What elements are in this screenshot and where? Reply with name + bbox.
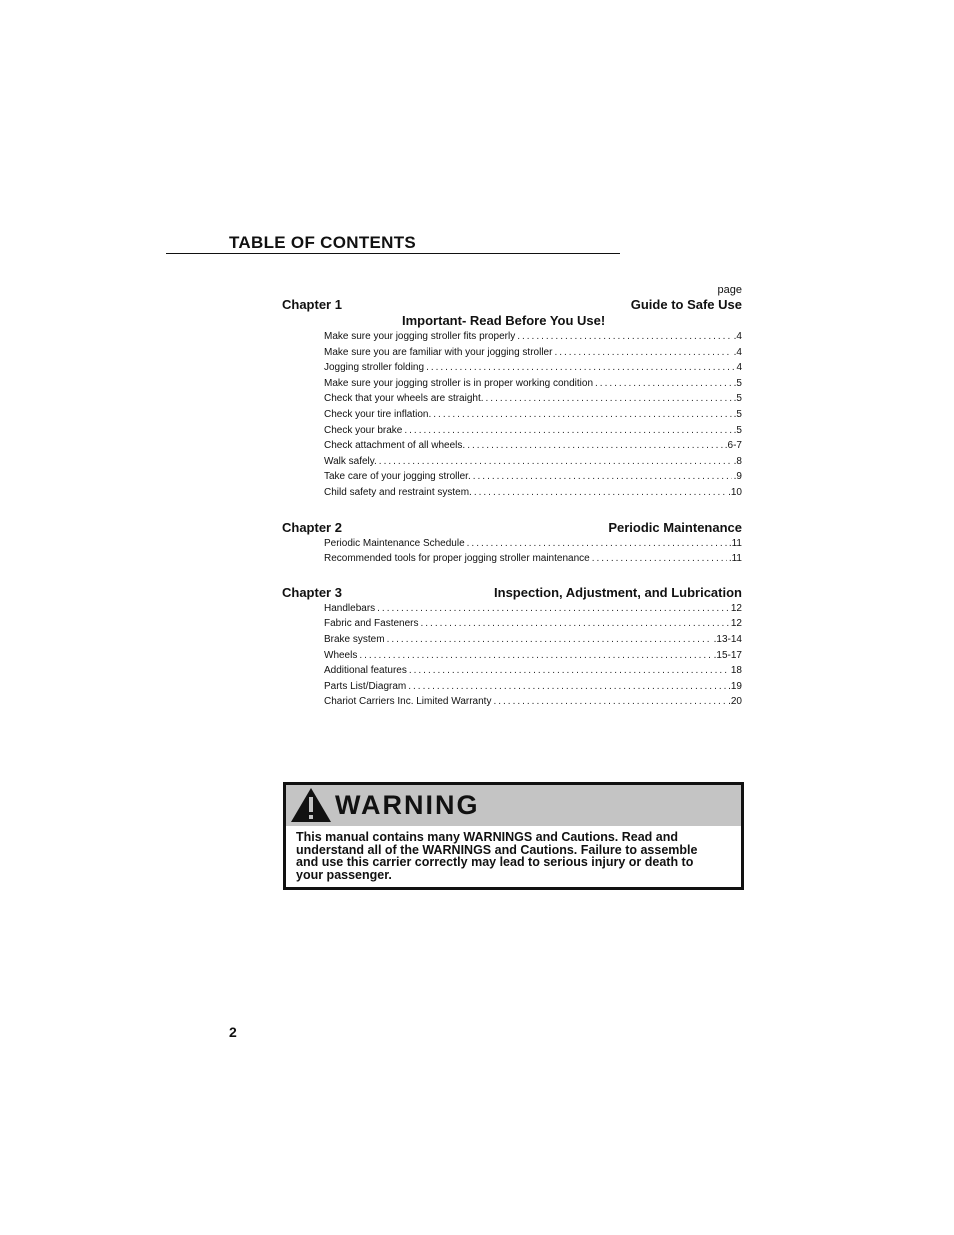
toc-entry[interactable] (324, 345, 742, 361)
chapter-label: Chapter 1 (282, 297, 342, 312)
table-of-contents (282, 283, 742, 710)
entry-label: Chariot Carriers Inc. Limited Warranty (324, 696, 492, 708)
dot-leader (473, 469, 732, 485)
dot-leader (592, 551, 727, 567)
warning-line: and use this carrier correctly may lead to serious injury or death to (296, 855, 694, 869)
warning-heading: WARNING (335, 790, 480, 820)
dot-leader (554, 345, 731, 361)
chapter-1-heading (282, 297, 742, 313)
chapter-1-subheading: Important- Read Before You Use! (402, 313, 606, 328)
toc-entry[interactable] (324, 407, 742, 423)
chapter-label: Chapter 3 (282, 584, 342, 600)
dot-leader (486, 391, 732, 407)
entry-page: 12 (730, 602, 742, 614)
entry-page: .5 (733, 424, 742, 436)
dot-leader (377, 601, 729, 617)
entry-label: Walk safely. (324, 455, 377, 467)
dot-leader (467, 536, 727, 552)
entry-page: .15-17 (713, 649, 742, 661)
entry-page: .5 (733, 393, 742, 405)
warning-triangle-icon (290, 787, 332, 823)
entry-page: .11 (728, 553, 742, 565)
entry-page: .10 (728, 486, 742, 498)
entry-page: .5 (733, 408, 742, 420)
warning-box (283, 782, 744, 890)
dot-leader (404, 423, 731, 439)
chapter-3-heading (282, 585, 742, 601)
entry-label: Check your brake (324, 424, 403, 436)
toc-title: TABLE OF CONTENTS (229, 233, 417, 252)
entry-label: Make sure you are familiar with your jogging stroller (324, 346, 553, 358)
entry-label: Check attachment of all wheels. (324, 440, 466, 452)
page-column-label: page (717, 284, 742, 296)
dot-leader (387, 632, 712, 648)
dot-leader (433, 407, 731, 423)
dot-leader (595, 376, 732, 392)
chapter-title: Periodic Maintenance (608, 519, 742, 535)
entry-page: .4 (733, 331, 742, 342)
dot-leader (421, 616, 729, 632)
toc-entry[interactable] (324, 469, 742, 485)
entry-label: Check that your wheels are straight. (324, 393, 484, 405)
entry-label: Fabric and Fasteners (324, 618, 419, 630)
dot-leader (517, 329, 731, 345)
toc-entry[interactable] (324, 648, 742, 664)
warning-message (286, 826, 741, 881)
toc-entry[interactable] (324, 694, 742, 710)
entry-label: Periodic Maintenance Schedule (324, 537, 465, 549)
entry-label: Check your tire inflation. (324, 408, 432, 420)
chapter-label: Chapter 2 (282, 519, 342, 535)
entry-label: Make sure your jogging stroller is in proper working condition (324, 377, 594, 389)
chapter-title: Inspection, Adjustment, and Lubrication (494, 584, 742, 600)
entry-page: 18 (730, 665, 742, 677)
toc-entry[interactable] (324, 663, 742, 679)
entry-label: Brake system (324, 633, 385, 645)
entry-label: Take care of your jogging stroller. (324, 471, 471, 483)
chapter-1-entries (282, 329, 742, 501)
entry-page: .5 (733, 377, 742, 389)
chapter-2-heading (282, 520, 742, 536)
toc-entry[interactable] (324, 616, 742, 632)
chapter-title: Guide to Safe Use (630, 297, 742, 312)
entry-label: Recommended tools for proper jogging stroller maintenance (324, 553, 590, 565)
page-number: 2 (229, 1024, 237, 1040)
toc-entry[interactable] (324, 485, 742, 501)
entry-label: Wheels (324, 649, 358, 661)
entry-page: .13-14 (713, 633, 742, 645)
chapter-3-entries (282, 601, 742, 710)
entry-label: Parts List/Diagram (324, 680, 407, 692)
toc-entry[interactable] (324, 438, 742, 454)
toc-entry[interactable] (324, 679, 742, 695)
toc-entry[interactable] (324, 376, 742, 392)
entry-page: .20 (728, 696, 742, 708)
dot-leader (359, 648, 711, 664)
chapter-2-entries (282, 536, 742, 567)
entry-label: Jogging stroller folding (324, 362, 425, 374)
entry-page: .8 (733, 455, 742, 467)
toc-entry[interactable] (324, 329, 742, 345)
dot-leader (474, 485, 726, 501)
entry-page: .19 (728, 680, 742, 692)
dot-leader (379, 454, 732, 470)
entry-page: 4 (736, 362, 742, 374)
toc-entry[interactable] (324, 551, 742, 567)
entry-page: .9 (733, 471, 742, 483)
toc-entry[interactable] (324, 423, 742, 439)
entry-page: .11 (728, 537, 742, 549)
dot-leader (409, 663, 729, 679)
dot-leader (408, 679, 726, 695)
entry-page: 12 (730, 618, 742, 630)
entry-label: Child safety and restraint system. (324, 486, 472, 498)
toc-entry[interactable] (324, 536, 742, 552)
entry-label: Handlebars (324, 602, 376, 614)
toc-entry[interactable] (324, 601, 742, 617)
dot-leader (426, 360, 734, 376)
toc-entry[interactable] (324, 360, 742, 376)
entry-page: .4 (733, 346, 742, 358)
entry-label: Additional features (324, 665, 407, 677)
warning-line: your passenger. (296, 867, 392, 882)
entry-page: .6-7 (724, 440, 742, 452)
warning-line: This manual contains many WARNINGS and Cautions. Read and (296, 830, 679, 844)
toc-entry[interactable] (324, 391, 742, 407)
entry-label: Make sure your jogging stroller fits properly (324, 331, 516, 342)
warning-line: understand all of the WARNINGS and Cautions. Failure to assemble (296, 842, 698, 857)
warning-header (286, 785, 741, 826)
toc-entry[interactable] (324, 632, 742, 648)
dot-leader (467, 438, 723, 454)
dot-leader (493, 694, 726, 710)
toc-entry[interactable] (324, 454, 742, 470)
title-rule (166, 253, 620, 254)
